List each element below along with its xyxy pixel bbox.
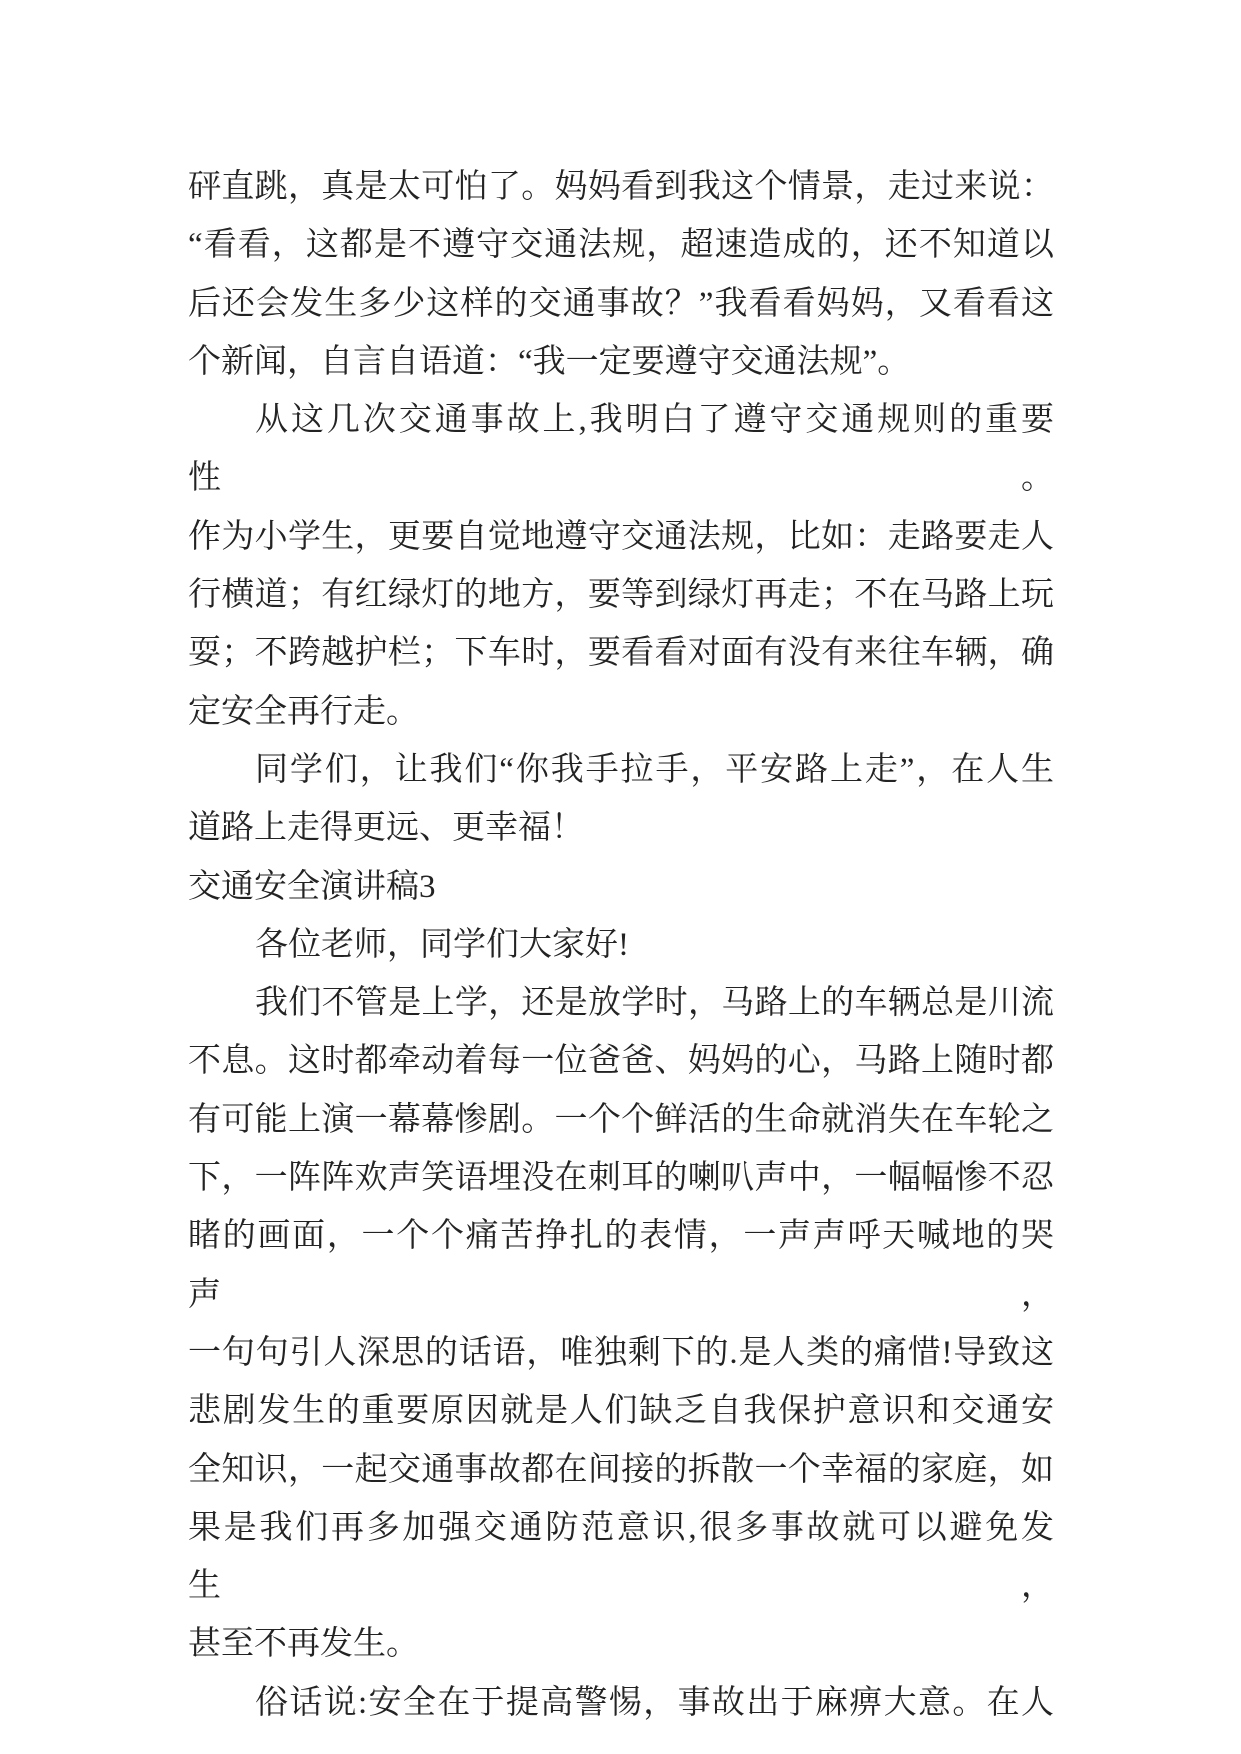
text-line: 俗话说:安全在于提高警惕，事故出于麻痹大意。在人	[255, 1684, 1054, 1721]
text-line: 砰直跳，真是太可怕了。妈妈看到我这个情景，走过来说：	[188, 169, 1054, 205]
text-line: 行横道；有红绿灯的地方，要等到绿灯再走；不在马路上玩	[188, 577, 1054, 614]
text-line: 后还会发生多少这样的交通事故？”我看看妈妈，又看看这	[188, 285, 1054, 322]
text-line: 睹的画面，一个个痛苦挣扎的表情，一声声呼天喊地的哭声，	[188, 1218, 1054, 1313]
text-line: 下，一阵阵欢声笑语埋没在刺耳的喇叭声中，一幅幅惨不忍	[188, 1160, 1054, 1197]
text-line: 道路上走得更远、更幸福！	[188, 810, 584, 847]
document-body	[188, 158, 1054, 1732]
text-line: 从这几次交通事故上,我明白了遵守交通规则的重要性。	[188, 402, 1054, 497]
text-line: 定安全再行走。	[188, 693, 419, 730]
text-line: 作为小学生，更要自觉地遵守交通法规，比如：走路要走人	[188, 518, 1054, 555]
text-line: 有可能上演一幕幕惨剧。一个个鲜活的生命就消失在车轮之	[188, 1101, 1054, 1138]
text-line: 同学们，让我们“你我手拉手，平安路上走”，在人生	[255, 751, 1054, 788]
text-line: 一句句引人深思的话语，唯独剩下的.是人类的痛惜!导致这	[188, 1334, 1054, 1371]
text-line: 耍；不跨越护栏；下车时，要看看对面有没有来往车辆，确	[188, 635, 1054, 672]
text-line: 甚至不再发生。	[188, 1626, 419, 1663]
text-line: 各位老师，同学们大家好!	[255, 926, 629, 963]
text-line: 悲剧发生的重要原因就是人们缺乏自我保护意识和交通安	[188, 1393, 1054, 1430]
section-heading: 交通安全演讲稿3	[188, 868, 436, 905]
text-line: 不息。这时都牵动着每一位爸爸、妈妈的心，马路上随时都	[188, 1043, 1054, 1080]
text-line: “看看，这都是不遵守交通法规，超速造成的，还不知道以	[188, 227, 1054, 264]
text-line: 我们不管是上学，还是放学时，马路上的车辆总是川流	[255, 985, 1054, 1022]
text-line: 全知识，一起交通事故都在间接的拆散一个幸福的家庭，如	[188, 1451, 1054, 1488]
text-line: 果是我们再多加强交通防范意识,很多事故就可以避免发生，	[188, 1509, 1054, 1605]
text-line: 个新闻，自言自语道：“我一定要遵守交通法规”。	[188, 343, 911, 380]
